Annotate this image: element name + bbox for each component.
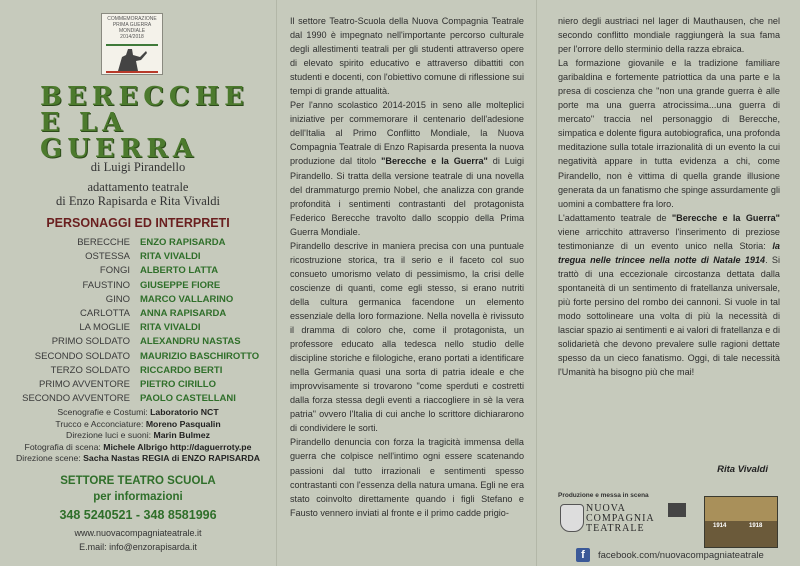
logo-text: COMMEMORAZIONE PRIMA GUERRA MONDIALE 2014/2018 [107,16,157,40]
actor-name: ALEXANDRU NASTAS [140,336,241,348]
facebook-icon[interactable]: f [576,548,590,562]
trench-poster-image: 1914 1918 [704,496,778,548]
facebook-link[interactable]: facebook.com/nuovacompagniateatrale [598,550,764,561]
cast-row [12,279,272,293]
credit-line: Direzione luci e suoni: Marin Bulmez [66,430,210,440]
role-name: FONGI [99,265,130,277]
credit-line: Fotografia di scena: Michele Albrigo http://daguerroty.pe [24,441,252,452]
company-logo: NUOVA COMPAGNIA TEATRALE [560,504,652,532]
column-3-text [558,14,780,379]
phone-numbers: 348 5240521 - 348 8581996 [59,508,217,522]
cast-row [12,307,272,321]
fold-line [276,0,277,566]
actor-name: PIETRO CIRILLO [140,379,216,391]
paragraph: L'adattamento teatrale de "Berecche e la Guerra" viene arricchito attraverso l'inserimento di preziose testimonianze di un evento unico nella Storia: la tregua nelle trincee nella notte di Natale 1914. Si trattò di una eccezionale circostanza dettata dalla spontaneità di un sentimento di fratellanza universale, più forte persino del rombo dei cannoni. Si vuole in tal modo sottolineare una volta di più la necessità di lasciar spazio ai sentimenti e ai valori di fratellanza e di solidarietà che devono prevalere sulle ragioni dettate spesso da un cieco fanatismo. Oggi, di tale necessità l'Umanità ha bisogno più che mai! [558,212,781,378]
credits [0,407,276,465]
role-name: OSTESSA [85,251,130,263]
cast-row [12,364,272,378]
cast-list [12,236,272,406]
actor-name: ALBERTO LATTA [140,265,219,277]
title-line-1: BERECCHE [40,82,249,112]
role-name: PRIMO SOLDATO [51,336,130,348]
paragraph: Per l'anno scolastico 2014-2015 in seno alle molteplici iniziative per commemorare il centenario dell'adesione dell'Italia al Primo Conflitto Mondiale, la Nuova Compagnia Teatrale di Enzo Rapisarda presenta la nuova produzione dal titolo "Berecche e la Guerra" di Luigi Pirandello. Si tratta della versione teatrale di una novella del drammaturgo premio Nobel, che analizza con grande profondità i sentimenti contrastanti del protagonista Federico Berecche travolto dallo scoppio della Prima Guerra Mondiale. [290,100,524,237]
role-name: LA MOGLIE [79,322,130,334]
role-name: SECONDO SOLDATO [34,350,130,362]
author: di Luigi Pirandello [90,160,186,174]
role-name: TERZO SOLDATO [50,364,130,376]
actor-name: ANNA RAPISARDA [140,308,227,320]
info-label: per informazioni [93,491,183,503]
cast-row [12,321,272,335]
school-heading: SETTORE TEATRO SCUOLA [60,475,216,487]
fold-line [536,0,537,566]
actor-name: PAOLO CASTELLANI [140,393,236,405]
role-name: GINO [105,293,130,305]
cast-row [12,392,272,406]
actor-name: RITA VIVALDI [140,322,201,334]
cast-row [12,335,272,349]
production-label: Produzione e messa in scena [558,492,649,499]
title-line-3: GUERRA [40,134,199,164]
role-name: FAUSTINO [82,279,130,291]
soldier-icon [112,45,152,71]
role-name: PRIMO AVVENTORE [39,379,130,391]
role-name: BERECCHE [77,237,130,248]
role-name: CARLOTTA [80,308,130,320]
actor-name: RITA VIVALDI [140,251,201,263]
adaptation-line-1: adattamento teatrale [87,180,189,194]
cast-row [12,236,272,250]
cast-row [12,264,272,278]
commemoration-logo [101,13,163,75]
actor-name: GIUSEPPE FIORE [140,279,221,291]
website-link[interactable]: www.nuovacompagniateatrale.it [74,528,202,538]
actor-name: MARCO VALLARINO [140,293,234,305]
credit-line: Trucco e Acconciature: Moreno Pasqualin [55,418,221,429]
role-name: SECONDO AVVENTORE [22,393,130,405]
email-link[interactable]: E.mail: info@enzorapisarda.it [79,542,197,552]
partner-logo-icon [668,503,686,517]
adaptation-line-2: di Enzo Rapisarda e Rita Vivaldi [56,194,220,208]
cast-row [12,250,272,264]
cast-row [12,350,272,364]
paragraph: La formazione giovanile e la tradizione familiare garibaldina e fortemente patriottica da una parte e la presa di coscienza che "non una grande guerra è alle porte ma una guerra atrocissima...una guerra di mercato" traccia nel personaggio di Berecche, simpatica e dolente figura autobiografica, una profonda meditazione sulla totale irrazionalità di un evento la cui negatività appare in tutta evidenza a chi, come Pirandello, non è vittima di quella grande illusione generata da un fanatismo che spinge assurdamente gli uomini a combattere fra loro. [558,58,780,209]
paragraph: Il settore Teatro-Scuola della Nuova Compagnia Teatrale dal 1990 è impegnato nell'importante percorso culturale degli allestimenti teatrali per gli studenti attraverso opere di elevato spirito educativo e attraverso dibattiti con studenti e docenti, con l'obiettivo comune di riflessione sui tempi di grande attualità. [290,16,524,97]
actor-name: ENZO RAPISARDA [140,237,226,248]
actor-name: RICCARDO BERTI [140,364,223,376]
actor-name: MAURIZIO BASCHIROTTO [140,350,260,362]
credit-line: Scenografie e Costumi: Laboratorio NCT [57,407,219,417]
paragraph: Pirandello descrive in maniera precisa con una puntuale ricostruzione storica, tra il serio e il faceto col suo consueto umorismo velato di pessimismo, la crisi delle coscienze di quanti, come egli stesso, si erano nutriti della cultura germanica facendone un elemento essenziale della loro formazione. Nella novella è rivissuto il dramma di coloro che, come il protagonista, un professore educato alla tedesca nello studio delle discipline storiche e filologiche, erano portati a identificare nella Germania quasi una sorta di patria ideale e che improvvisamente si trovarono "come sperduti e costretti dalla forza stessa degli eventi a riaccogliere in sè la vera patria" ovvero l'Italia di cui anche lo scrittore dichiararono di condividere le sorti. [290,240,524,434]
title-line-2: E LA [40,108,128,138]
column-2-text [290,14,524,520]
paragraph: niero degli austriaci nel lager di Mauthausen, che nel secondo conflitto mondiale raggiungerà la sua fama per l'orrore dello sterminio della razza ebraica. [558,16,780,55]
cast-row [12,378,272,392]
cast-row [12,293,272,307]
signature: Rita Vivaldi [717,464,768,475]
trinacria-icon [560,504,584,532]
paragraph: Pirandello denuncia con forza la tragicità immensa della guerra che colpisce nell'intimo ogni essere scatenando passioni dal tutto irrazionali e sentimenti spesso contrastanti con l'essenza della natura umana. Egli ne era stato coinvolto direttamente quando i figli Stefano e Fausto vennero inviati al fronte e il primo cadde prigio- [290,437,524,518]
credit-line: Direzione scene: Sacha Nastas REGIA di ENZO RAPISARDA [16,453,260,463]
cast-heading: PERSONAGGI ED INTERPRETI [46,216,230,230]
